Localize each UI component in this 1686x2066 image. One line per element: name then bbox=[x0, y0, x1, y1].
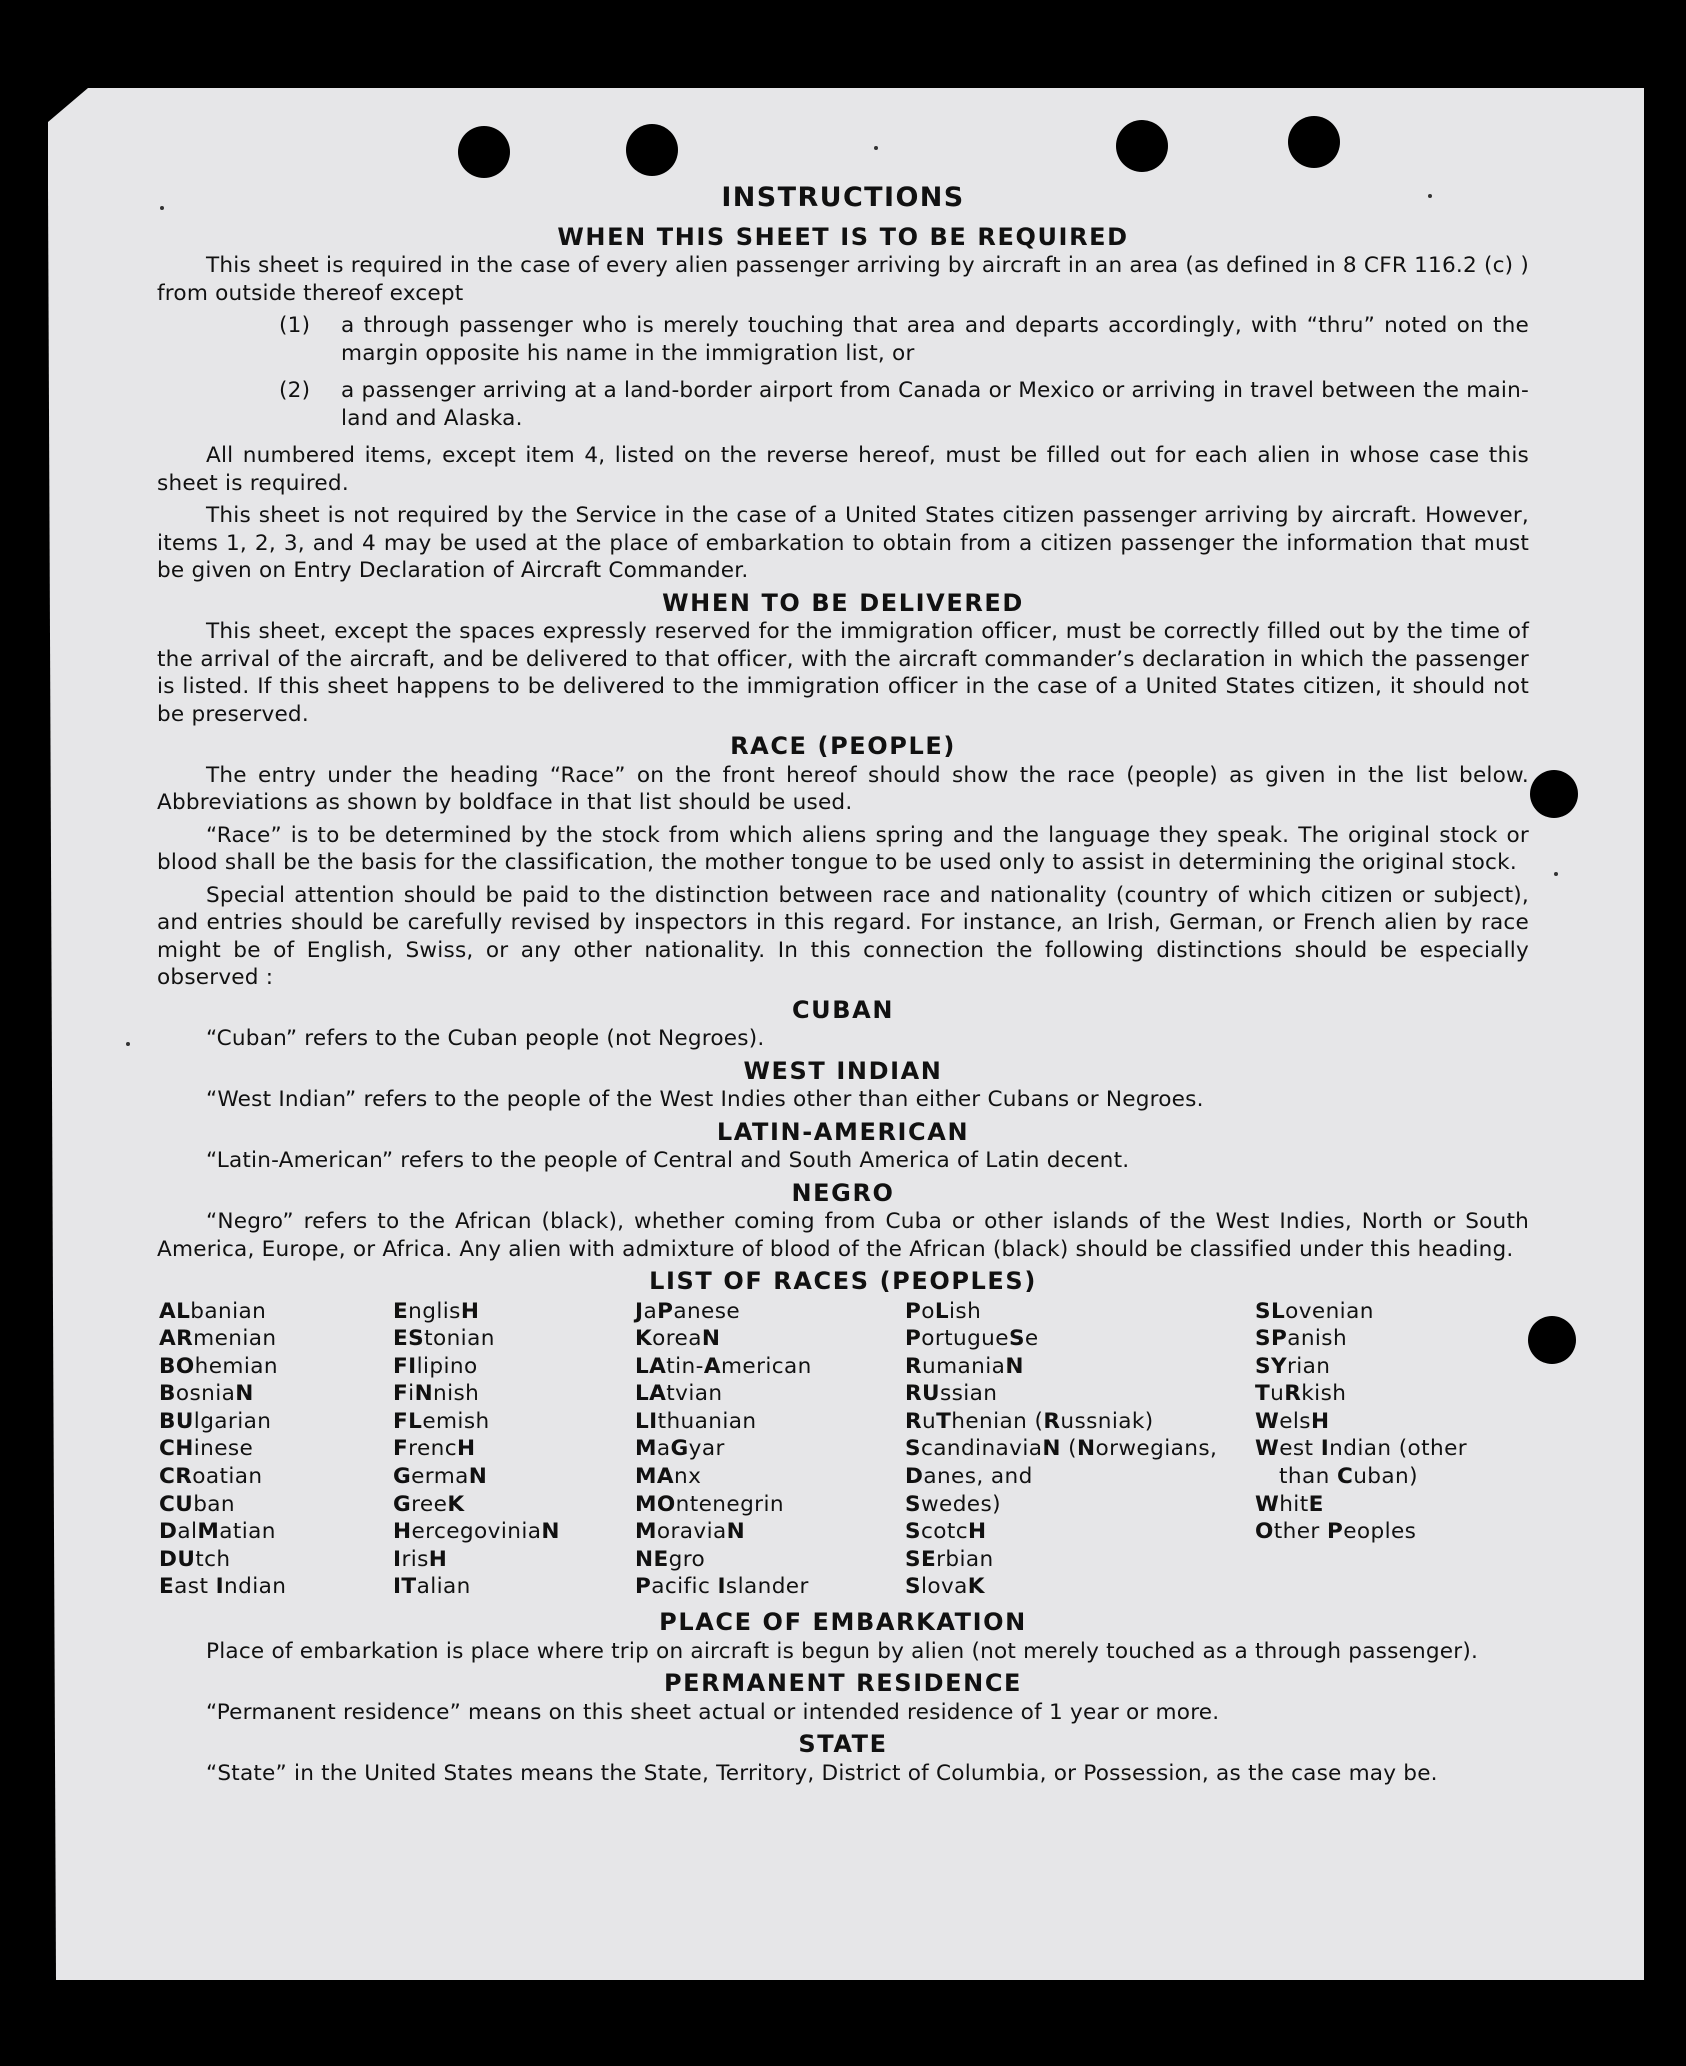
race-entry: DUtch bbox=[159, 1546, 231, 1572]
race-entry: JaPanese bbox=[635, 1298, 741, 1324]
race-entry: MaGyar bbox=[635, 1436, 725, 1462]
race-entry: ITalian bbox=[393, 1574, 471, 1600]
punch-hole bbox=[1116, 120, 1168, 172]
race-entry: BOhemian bbox=[159, 1353, 278, 1379]
race-entry: EStonian bbox=[393, 1326, 495, 1352]
race-entry: than Cuban) bbox=[1279, 1464, 1418, 1490]
race-entry: LIthuanian bbox=[635, 1408, 757, 1434]
race-entry: East Indian bbox=[159, 1574, 287, 1600]
punch-hole bbox=[1288, 116, 1340, 168]
paragraph: “Cuban” refers to the Cuban people (not Negroes). bbox=[206, 1026, 765, 1051]
paragraph: All numbered items, except item 4, listed on the reverse hereof, must be filled out for each alien in whose case this sheet is required. bbox=[157, 443, 1529, 496]
item-number: (1) bbox=[279, 313, 311, 338]
item-text: a passenger arriving at a land-border airport from Canada or Mexico or arriving in travel between the main-land and Alaska. bbox=[341, 378, 1529, 431]
paragraph: “State” in the United States means the State, Territory, District of Columbia, or Possession, as the case may be. bbox=[206, 1760, 1438, 1786]
heading-latin-american: LATIN-AMERICAN bbox=[716, 1117, 970, 1146]
race-entry: FiNnish bbox=[393, 1381, 480, 1407]
race-entry: EnglisH bbox=[393, 1298, 480, 1324]
heading-state: STATE bbox=[798, 1730, 888, 1759]
heading-west-indian: WEST INDIAN bbox=[743, 1056, 943, 1085]
speck bbox=[1554, 872, 1558, 876]
race-entry: FIlipino bbox=[393, 1353, 478, 1379]
races-column bbox=[393, 1298, 635, 1602]
race-entry: Swedes) bbox=[905, 1491, 1001, 1517]
race-entry: Pacific Islander bbox=[635, 1574, 809, 1600]
race-entry: IrisH bbox=[393, 1546, 448, 1572]
punch-hole bbox=[626, 124, 678, 176]
race-entry: LAtvian bbox=[635, 1381, 723, 1407]
race-entry: KoreaN bbox=[635, 1326, 721, 1352]
race-entry: FLemish bbox=[393, 1408, 490, 1434]
race-entry: SErbian bbox=[905, 1546, 994, 1572]
numbered-item bbox=[157, 312, 1529, 367]
race-entry: West Indian (other bbox=[1255, 1436, 1468, 1462]
heading-cuban: CUBAN bbox=[791, 995, 895, 1024]
races-column bbox=[159, 1298, 393, 1602]
race-entry: GreeK bbox=[393, 1491, 465, 1517]
item-number: (2) bbox=[279, 378, 311, 403]
race-entry: FrencH bbox=[393, 1436, 476, 1462]
paragraph: This sheet is not required by the Service in the case of a United States citizen passenger arriving by aircraft. However, items 1, 2, 3, and 4 may be used at the place of embarkation to obtain from a citizen passenger the information that must be given on Entry Declaration of Aircraft Commander. bbox=[157, 503, 1529, 583]
heading-race: RACE (PEOPLE) bbox=[730, 732, 956, 760]
item-text: a through passenger who is merely touching that area and departs accordingly, with “thru” noted on the margin opposite his name in the immigration list, or bbox=[341, 313, 1529, 366]
paragraph: This sheet is required in the case of every alien passenger arriving by aircraft in an area (as defined in 8 CFR 116.2 (c) ) from outside thereof except bbox=[157, 253, 1529, 306]
race-entry: MoraviaN bbox=[635, 1519, 746, 1545]
race-entry: ARmenian bbox=[159, 1326, 277, 1352]
race-entry: ScandinaviaN (Norwegians, bbox=[905, 1436, 1218, 1462]
races-list bbox=[159, 1298, 1529, 1602]
punch-hole bbox=[1528, 1316, 1576, 1364]
race-entry: GermaN bbox=[393, 1464, 488, 1490]
race-entry: CUban bbox=[159, 1491, 236, 1517]
speck bbox=[874, 146, 878, 150]
race-entry: BosniaN bbox=[159, 1381, 254, 1407]
race-entry: SlovaK bbox=[905, 1574, 985, 1600]
race-entry: WelsH bbox=[1255, 1408, 1330, 1434]
race-entry: Other Peoples bbox=[1255, 1519, 1417, 1545]
heading-when-delivered: WHEN TO BE DELIVERED bbox=[662, 588, 1024, 617]
document-title: INSTRUCTIONS bbox=[721, 182, 965, 213]
race-entry: CHinese bbox=[159, 1436, 254, 1462]
paragraph: “West Indian” refers to the people of the West Indies other than either Cubans or Negroes. bbox=[206, 1087, 1204, 1112]
race-entry: LAtin-American bbox=[635, 1353, 812, 1379]
heading-negro: NEGRO bbox=[791, 1178, 895, 1207]
race-entry: TuRkish bbox=[1255, 1381, 1347, 1407]
paragraph: Place of embarkation is place where trip on aircraft is begun by alien (not merely touched as a through passenger). bbox=[206, 1638, 1479, 1664]
punch-hole bbox=[1530, 770, 1578, 818]
race-entry: ALbanian bbox=[159, 1298, 267, 1324]
race-entry: SLovenian bbox=[1255, 1298, 1374, 1324]
heading-embarkation: PLACE OF EMBARKATION bbox=[659, 1608, 1027, 1637]
race-entry: DalMatian bbox=[159, 1519, 276, 1545]
heading-list-of-races: LIST OF RACES (PEOPLES) bbox=[649, 1267, 1037, 1295]
paragraph: “Permanent residence” means on this sheet actual or intended residence of 1 year or more. bbox=[206, 1699, 1220, 1725]
race-entry: SYrian bbox=[1255, 1353, 1331, 1379]
speck bbox=[126, 1042, 130, 1046]
race-entry: MAnx bbox=[635, 1464, 702, 1490]
paragraph: Special attention should be paid to the distinction between race and nationality (country of which citizen or subject), and entries should be carefully revised by inspectors in this regard. For instance, an Irish, German, or French alien by race might be of English, Swiss, or any other nationality. In this connection the following distinctions should be especially observed : bbox=[157, 882, 1529, 990]
race-entry: PoLish bbox=[905, 1298, 982, 1324]
race-entry: RumaniaN bbox=[905, 1353, 1024, 1379]
race-entry: CRoatian bbox=[159, 1464, 263, 1490]
race-entry: Danes, and bbox=[905, 1464, 1033, 1490]
race-entry: HercegoviniaN bbox=[393, 1519, 560, 1545]
race-entry: BUlgarian bbox=[159, 1408, 272, 1434]
punch-hole bbox=[458, 126, 510, 178]
races-column bbox=[635, 1298, 905, 1602]
paragraph: This sheet, except the spaces expressly reserved for the immigration officer, must be correctly filled out by the time of the arrival of the aircraft, and be delivered to that officer, with the aircraft commander’s declaration in which the passenger is listed. If this sheet happens to be delivered to the immigration officer in the case of a United States citizen, it should not be preserved. bbox=[157, 619, 1529, 727]
races-column bbox=[1255, 1298, 1531, 1602]
numbered-item bbox=[157, 377, 1529, 432]
race-entry: RUssian bbox=[905, 1381, 998, 1407]
heading-when-required: WHEN THIS SHEET IS TO BE REQUIRED bbox=[557, 222, 1129, 251]
race-entry: WhitE bbox=[1255, 1491, 1324, 1517]
race-entry: SPanish bbox=[1255, 1326, 1348, 1352]
race-entry: RuThenian (Russniak) bbox=[905, 1408, 1154, 1434]
paragraph: “Race” is to be determined by the stock from which aliens spring and the language they speak. The original stock or blood shall be the basis for the classification, the mother tongue to be used only to assist in determining the original stock. bbox=[157, 822, 1529, 875]
paragraph: “Latin-American” refers to the people of Central and South America of Latin decent. bbox=[206, 1148, 1130, 1173]
race-entry: PortugueSe bbox=[905, 1326, 1039, 1352]
race-entry: MOntenegrin bbox=[635, 1491, 784, 1517]
race-entry: ScotcH bbox=[905, 1519, 987, 1545]
race-entry: NEgro bbox=[635, 1546, 706, 1572]
paragraph: The entry under the heading “Race” on the front hereof should show the race (people) as given in the list below. Abbreviations as shown by boldface in that list should be used. bbox=[157, 762, 1529, 815]
heading-permanent-residence: PERMANENT RESIDENCE bbox=[663, 1669, 1023, 1698]
instructions-content bbox=[157, 178, 1529, 1792]
paragraph: “Negro” refers to the African (black), whether coming from Cuba or other islands of the West Indies, North or South America, Europe, or Africa. Any alien with admixture of blood of the African (black) should be classified under this heading. bbox=[157, 1209, 1529, 1262]
races-column bbox=[905, 1298, 1255, 1602]
